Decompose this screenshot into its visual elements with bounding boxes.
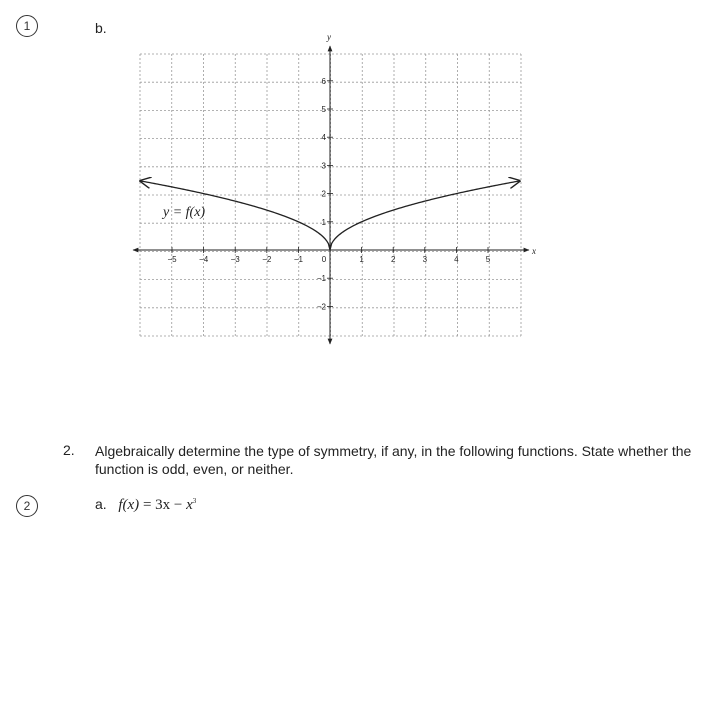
x-tick-label: 3: [422, 255, 428, 264]
part-a-equation: [118, 497, 196, 513]
item-marker-1: 1: [16, 15, 38, 37]
equation-equals: =: [142, 497, 152, 513]
x-axis-label: x: [532, 246, 536, 256]
part-b-label: b.: [95, 20, 107, 36]
x-tick-label: 5: [485, 255, 491, 264]
y-axis-label: y: [327, 32, 331, 42]
x-tick-label: 4: [454, 255, 459, 264]
curve-label: y = f(x): [163, 205, 206, 220]
x-tick-label: −2: [262, 255, 272, 264]
x-tick-label: −5: [167, 255, 177, 264]
part-a-label: a.: [95, 496, 107, 512]
y-tick-label: 4: [321, 133, 326, 143]
equation-rhs-term2: x: [186, 497, 193, 513]
y-tick-label: 6: [321, 76, 326, 86]
equation-minus: −: [173, 497, 183, 513]
x-tick-label: −1: [293, 255, 303, 264]
equation-rhs-term1: 3x: [155, 497, 171, 513]
x-tick-label: 0: [321, 255, 327, 264]
part-a: [95, 496, 196, 514]
x-tick-label: 1: [359, 255, 364, 264]
x-tick-label: −3: [230, 255, 240, 264]
equation-exponent: 3: [192, 497, 197, 505]
question-text: Algebraically determine the type of symmetry, if any, in the following functions. State whether the function is odd, even, or neither.: [95, 443, 692, 477]
equation-lhs: f(x): [118, 497, 140, 513]
y-tick-label: −1: [316, 274, 326, 284]
tick-labels: [167, 77, 490, 312]
y-tick-label: 1: [321, 217, 326, 227]
y-tick-label: 3: [321, 161, 326, 171]
axes: [133, 32, 536, 344]
x-tick-label: −4: [199, 255, 209, 264]
y-tick-label: 2: [321, 189, 326, 199]
y-tick-label: −2: [316, 302, 326, 312]
question-number: 2.: [63, 442, 75, 458]
x-tick-label: 2: [390, 255, 396, 264]
y-tick-label: 5: [321, 105, 326, 114]
item-marker-2: 2: [16, 495, 38, 517]
